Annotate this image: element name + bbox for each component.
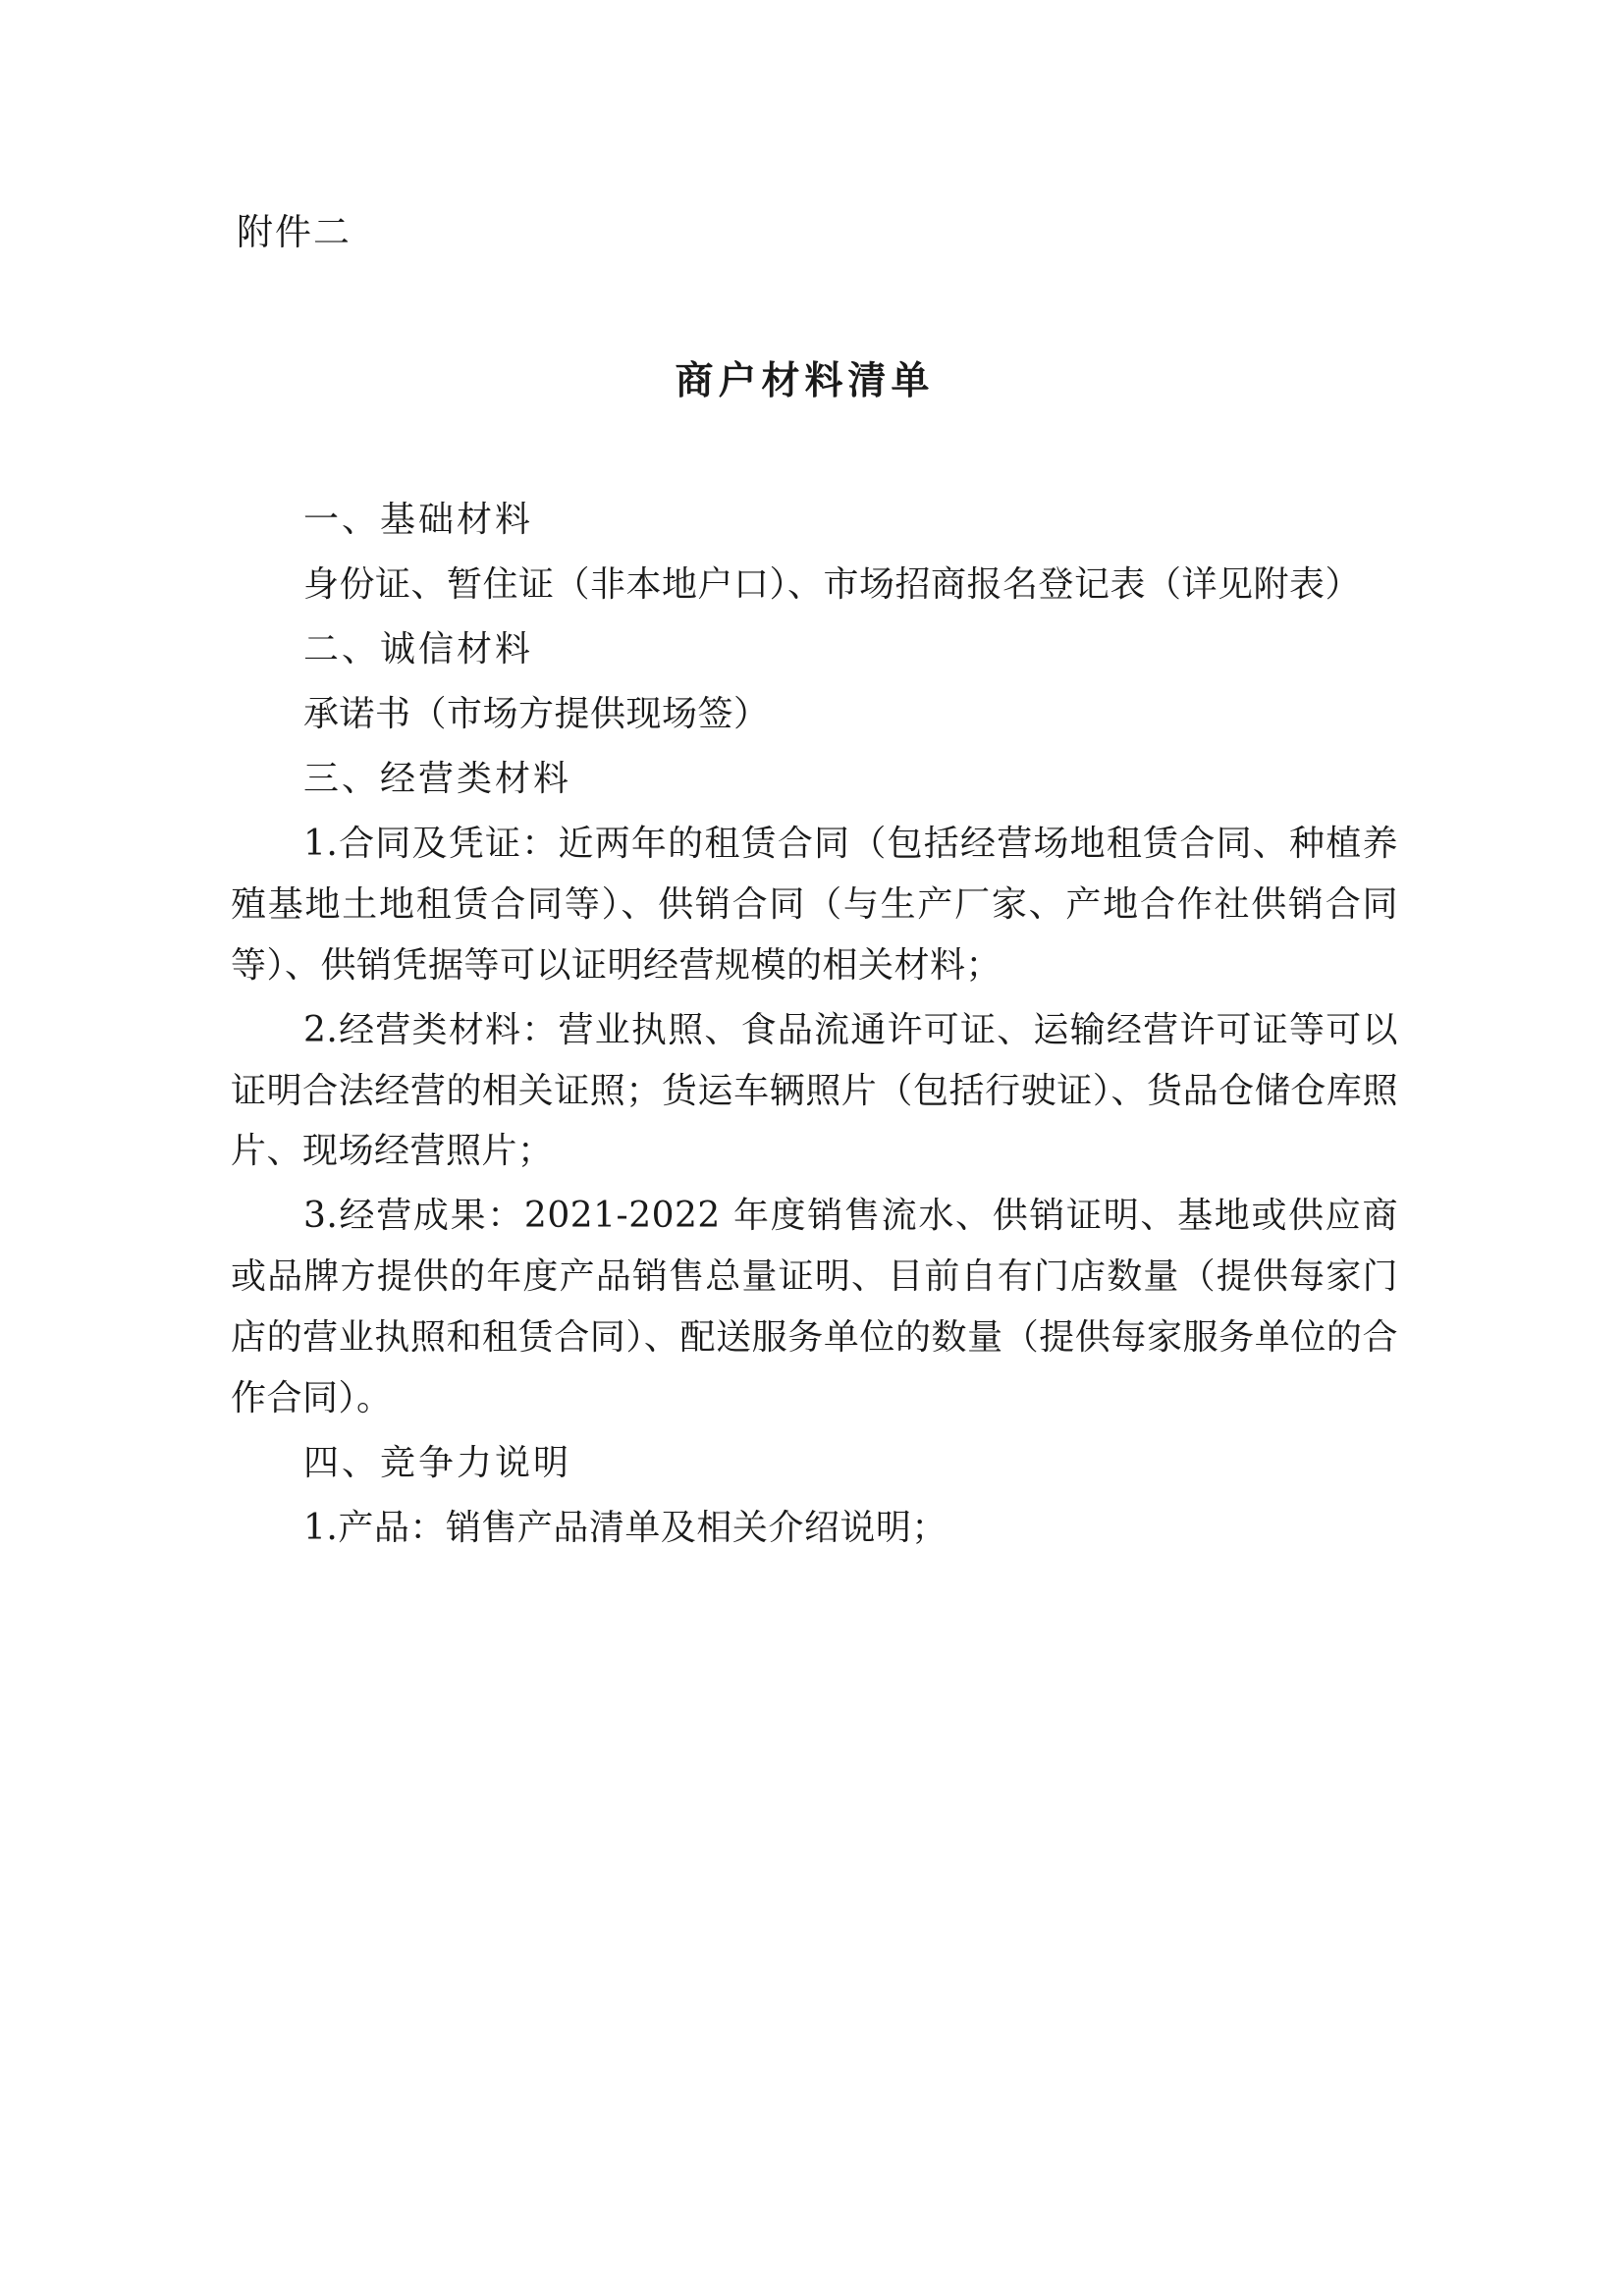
paragraph-4-1: 1.产品：销售产品清单及相关介绍说明； (303, 1507, 947, 1548)
paragraph-2-1: 承诺书（市场方提供现场签） (303, 694, 770, 735)
page-title: 商户材料清单 (675, 358, 935, 404)
section-heading-3: 三、经营类材料 (303, 759, 572, 800)
document-body (231, 490, 1398, 1558)
section-heading-2: 二、诚信材料 (303, 629, 534, 670)
section-heading-1: 一、基础材料 (303, 500, 534, 541)
attachment-label-text: 附件二 (237, 211, 352, 253)
section-heading-4: 四、竞争力说明 (303, 1442, 572, 1483)
attachment-label (237, 211, 1398, 254)
paragraph-3-2: 2.经营类材料：营业执照、食品流通许可证、运输经营许可证等可以证明合法经营的相关证照；货运车辆照片（包括行驶证）、货品仓储仓库照片、现场经营照片； (231, 1009, 1398, 1172)
paragraph-3-1: 1.合同及凭证：近两年的租赁合同（包括经营场地租赁合同、种植养殖基地土地租赁合同等）、供销合同（与生产厂家、产地合作社供销合同等）、供销凭据等可以证明经营规模的相关材料； (231, 823, 1398, 986)
paragraph-1-1: 身份证、暂住证（非本地户口）、市场招商报名登记表（详见附表） (303, 564, 1362, 606)
paragraph-3-3: 3.经营成果：2021-2022 年度销售流水、供销证明、基地或供应商或品牌方提供的年度产品销售总量证明、目前自有门店数量（提供每家门店的营业执照和租赁合同）、配送服务单位的数量（提供每家服务单位的合作合同）。 (231, 1196, 1398, 1419)
